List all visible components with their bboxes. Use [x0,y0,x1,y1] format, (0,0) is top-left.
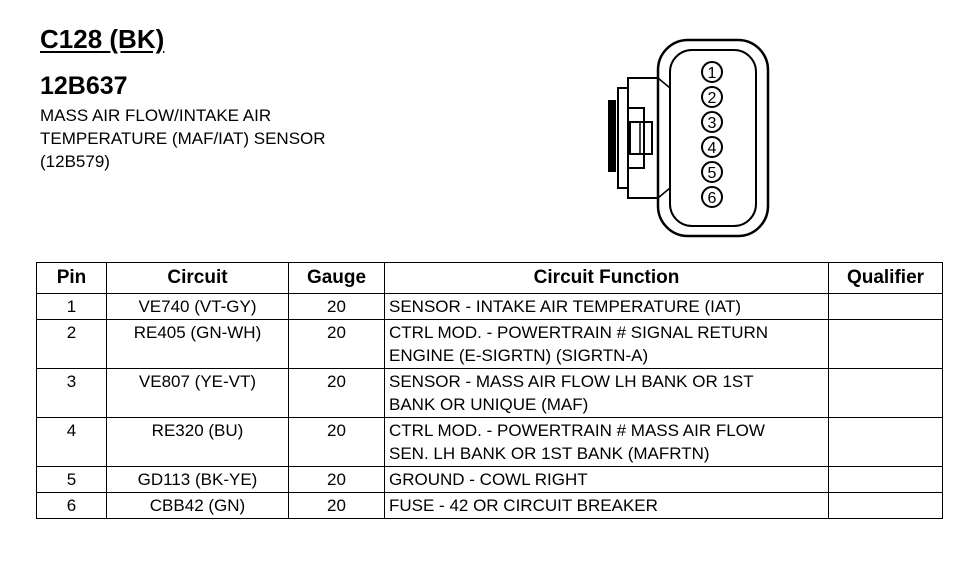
circuit-function-cell [385,369,829,418]
qualifier-cell [829,294,943,320]
table-row [37,320,943,369]
qualifier-cell [829,418,943,467]
pin-cell: 4 [37,418,107,467]
circuit-cell: RE405 (GN-WH) [107,320,289,369]
gauge-cell: 20 [289,467,385,493]
pin-number-label: 6 [707,190,717,207]
gauge-cell: 20 [289,493,385,519]
column-header-qualifier: Qualifier [829,263,943,294]
function-line: SEN. LH BANK OR 1ST BANK (MAFRTN) [389,444,710,463]
part-number: 12B637 [40,72,128,100]
table-row [37,369,943,418]
gauge-cell: 20 [289,369,385,418]
column-header-pin: Pin [37,263,107,294]
circuit-function-cell [385,294,829,320]
column-header-circuit-function: Circuit Function [385,263,829,294]
gauge-cell: 20 [289,320,385,369]
table-row [37,467,943,493]
circuit-cell: RE320 (BU) [107,418,289,467]
pin-cavity-2 [702,87,722,107]
pin-number-label: 5 [707,165,717,182]
pin-cavity-6 [702,187,722,207]
function-line: CTRL MOD. - POWERTRAIN # SIGNAL RETURN [389,323,769,342]
table-row [37,493,943,519]
pin-cell: 1 [37,294,107,320]
circuit-cell: GD113 (BK-YE) [107,467,289,493]
pin-cavity-5 [702,162,722,182]
circuit-function-cell [385,418,829,467]
function-line: CTRL MOD. - POWERTRAIN # MASS AIR FLOW [389,421,765,440]
pin-cell: 6 [37,493,107,519]
function-line: SENSOR - MASS AIR FLOW LH BANK OR 1ST [389,372,754,391]
connector-face-diagram [600,38,775,238]
pin-number-label: 4 [707,140,717,157]
circuit-function-cell [385,467,829,493]
table-row [37,418,943,467]
pin-cell: 3 [37,369,107,418]
pin-cell: 5 [37,467,107,493]
qualifier-cell [829,493,943,519]
pin-number-label: 2 [707,90,717,107]
pin-number-label: 3 [707,115,717,132]
pinout-table [36,262,943,519]
gauge-cell: 20 [289,418,385,467]
circuit-function-cell [385,493,829,519]
gauge-cell: 20 [289,294,385,320]
qualifier-cell [829,467,943,493]
function-line: SENSOR - INTAKE AIR TEMPERATURE (IAT) [389,297,742,316]
description-line: (12B579) [40,152,110,171]
circuit-cell: CBB42 (GN) [107,493,289,519]
function-line: ENGINE (E-SIGRTN) (SIGRTN-A) [389,346,649,365]
qualifier-cell [829,369,943,418]
pin-cavity-3 [702,112,722,132]
table-row [37,294,943,320]
circuit-function-cell [385,320,829,369]
pin-cell: 2 [37,320,107,369]
column-header-gauge: Gauge [289,263,385,294]
connector-id-title: C128 (BK) [40,24,165,54]
circuit-cell: VE807 (YE-VT) [107,369,289,418]
table-header-row [37,263,943,294]
column-header-circuit: Circuit [107,263,289,294]
sensor-description [40,104,326,173]
function-line: BANK OR UNIQUE (MAF) [389,395,589,414]
pin-cavity-4 [702,137,722,157]
function-line: GROUND - COWL RIGHT [389,470,588,489]
description-line: MASS AIR FLOW/INTAKE AIR [40,106,272,125]
description-line: TEMPERATURE (MAF/IAT) SENSOR [40,129,326,148]
qualifier-cell [829,320,943,369]
pin-cavity-1 [702,62,722,82]
pin-number-label: 1 [707,65,717,82]
function-line: FUSE - 42 OR CIRCUIT BREAKER [389,496,658,515]
circuit-cell: VE740 (VT-GY) [107,294,289,320]
